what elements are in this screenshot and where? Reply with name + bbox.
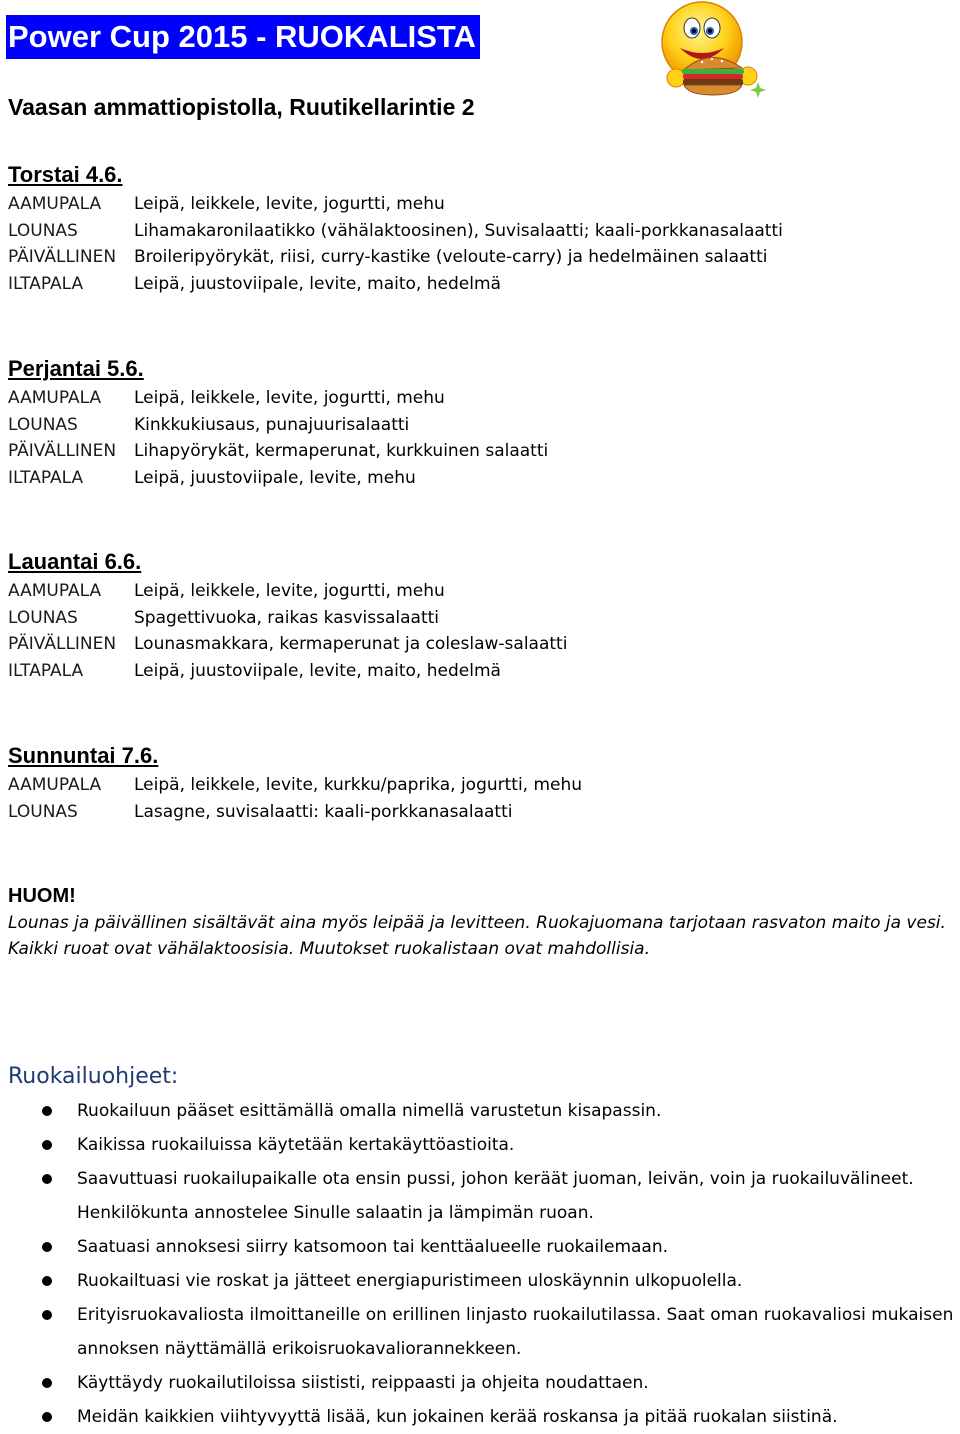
- meal-food: Leipä, leikkele, levite, jogurtti, mehu: [134, 581, 445, 601]
- notice-section: [8, 883, 960, 962]
- meal-row: [8, 384, 958, 411]
- meal-food: Leipä, juustoviipale, levite, maito, hedelmä: [134, 660, 501, 681]
- instructions-list: [0, 1094, 960, 1434]
- notice-line: Lounas ja päivällinen sisältävät aina myös leipää ja levitteen. Ruokajuomana tarjotaan rasvaton maito ja vesi.: [8, 913, 946, 933]
- meal-label: AAMUPALA: [8, 581, 102, 601]
- notice-heading: HUOM!: [8, 885, 76, 907]
- instruction-text: Saatuasi annoksesi siirry katsomoon tai kenttäalueelle ruokailemaan.: [77, 1237, 669, 1257]
- meal-label: ILTAPALA: [8, 273, 84, 294]
- meal-row: [8, 464, 958, 491]
- instruction-text: Meidän kaikkien viihtyvyyttä lisää, kun jokainen kerää roskansa ja pitää ruokalan siistinä.: [77, 1407, 838, 1427]
- instruction-text: Ruokailtuasi vie roskat ja jätteet energiapuristimeen uloskäynnin ulkopuolella.: [77, 1271, 743, 1291]
- instruction-text: Saavuttuasi ruokailupaikalle ota ensin pussi, johon keräät juoman, leivän, voin ja ruokailuvälineet. Henkilökunta annostelee Sinulle salaatin ja lämpimän ruoan.: [77, 1169, 914, 1223]
- bullet-icon: [42, 1140, 52, 1150]
- meal-label: AAMUPALA: [8, 775, 102, 795]
- meal-label: PÄIVÄLLINEN: [8, 441, 117, 461]
- meal-label: LOUNAS: [8, 414, 78, 435]
- meal-food: Leipä, leikkele, levite, jogurtti, mehu: [134, 388, 445, 408]
- meal-food: Broileripyörykät, riisi, curry-kastike (veloute-carry) ja hedelmäinen salaatti: [134, 247, 768, 267]
- bullet-icon: [42, 1310, 52, 1320]
- bullet-icon: [42, 1276, 52, 1286]
- smiley-burger-icon: [650, 0, 768, 108]
- bullet-icon: [42, 1242, 52, 1252]
- meal-row: [8, 657, 958, 684]
- bullet-icon: [42, 1378, 52, 1388]
- meal-food: Lounasmakkara, kermaperunat ja coleslaw-salaatti: [134, 634, 568, 654]
- instruction-item: [0, 1264, 960, 1298]
- notice-line: Kaikki ruoat ovat vähälaktoosisia. Muutokset ruokalistaan ovat mahdollisia.: [8, 939, 650, 959]
- day-section: [8, 354, 958, 490]
- instruction-text: Erityisruokavaliosta ilmoittaneille on erillinen linjasto ruokailutilassa. Saat oman ruokavaliosi mukaisen annoksen näyttämällä erikoisruokavaliorannekkeen.: [77, 1305, 954, 1359]
- instruction-item: [0, 1162, 960, 1230]
- instruction-text: Ruokailuun pääset esittämällä omalla nimellä varustetun kisapassin.: [77, 1101, 662, 1121]
- meal-row: [8, 630, 958, 657]
- meal-label: PÄIVÄLLINEN: [8, 247, 117, 267]
- bullet-icon: [42, 1106, 52, 1116]
- meal-food: Leipä, juustoviipale, levite, mehu: [134, 467, 416, 488]
- bullet-icon: [42, 1174, 52, 1184]
- meal-row: [8, 190, 958, 217]
- meal-food: Leipä, leikkele, levite, kurkku/paprika, jogurtti, mehu: [134, 775, 583, 795]
- meal-label: AAMUPALA: [8, 388, 102, 408]
- day-heading: Perjantai 5.6.: [8, 356, 144, 381]
- instruction-text: Käyttäydy ruokailutiloissa siististi, reippaasti ja ohjeita noudattaen.: [77, 1373, 649, 1393]
- meal-row: [8, 411, 958, 438]
- bullet-icon: [42, 1412, 52, 1422]
- day-heading: Torstai 4.6.: [8, 162, 123, 187]
- meal-label: LOUNAS: [8, 801, 78, 822]
- meal-food: Lihamakaronilaatikko (vähälaktoosinen), Suvisalaatti; kaali-porkkanasalaatti: [134, 220, 783, 241]
- instruction-item: [0, 1230, 960, 1264]
- meal-label: LOUNAS: [8, 607, 78, 628]
- day-heading: Sunnuntai 7.6.: [8, 743, 159, 768]
- meal-label: ILTAPALA: [8, 467, 84, 488]
- meal-food: Lihapyörykät, kermaperunat, kurkkuinen salaatti: [134, 441, 549, 461]
- location-subtitle: Vaasan ammattiopistolla, Ruutikellarintie 2: [8, 94, 475, 120]
- meal-label: LOUNAS: [8, 220, 78, 241]
- meal-row: [8, 437, 958, 464]
- instruction-item: [0, 1366, 960, 1400]
- meal-row: [8, 771, 958, 798]
- meal-row: [8, 270, 958, 297]
- meal-food: Kinkkukiusaus, punajuurisalaatti: [134, 414, 410, 435]
- instruction-item: [0, 1298, 960, 1366]
- meal-row: [8, 217, 958, 244]
- meal-food: Leipä, leikkele, levite, jogurtti, mehu: [134, 194, 445, 214]
- meal-label: ILTAPALA: [8, 660, 84, 681]
- meal-row: [8, 604, 958, 631]
- meal-food: Lasagne, suvisalaatti: kaali-porkkanasalaatti: [134, 801, 513, 822]
- day-section: [8, 741, 958, 824]
- meal-row: [8, 243, 958, 270]
- meal-label: PÄIVÄLLINEN: [8, 634, 117, 654]
- instruction-text: Kaikissa ruokailuissa käytetään kertakäyttöastioita.: [77, 1135, 515, 1155]
- day-section: [8, 547, 958, 683]
- meal-label: AAMUPALA: [8, 194, 102, 214]
- meal-row: [8, 577, 958, 604]
- day-section: [8, 160, 958, 296]
- instruction-item: [0, 1094, 960, 1128]
- day-heading: Lauantai 6.6.: [8, 549, 142, 574]
- instructions-heading: Ruokailuohjeet:: [8, 1064, 179, 1089]
- page-title: Power Cup 2015 - RUOKALISTA: [6, 15, 480, 59]
- meal-row: [8, 798, 958, 825]
- instruction-item: [0, 1128, 960, 1162]
- meal-food: Leipä, juustoviipale, levite, maito, hedelmä: [134, 273, 501, 294]
- meal-food: Spagettivuoka, raikas kasvissalaatti: [134, 607, 440, 628]
